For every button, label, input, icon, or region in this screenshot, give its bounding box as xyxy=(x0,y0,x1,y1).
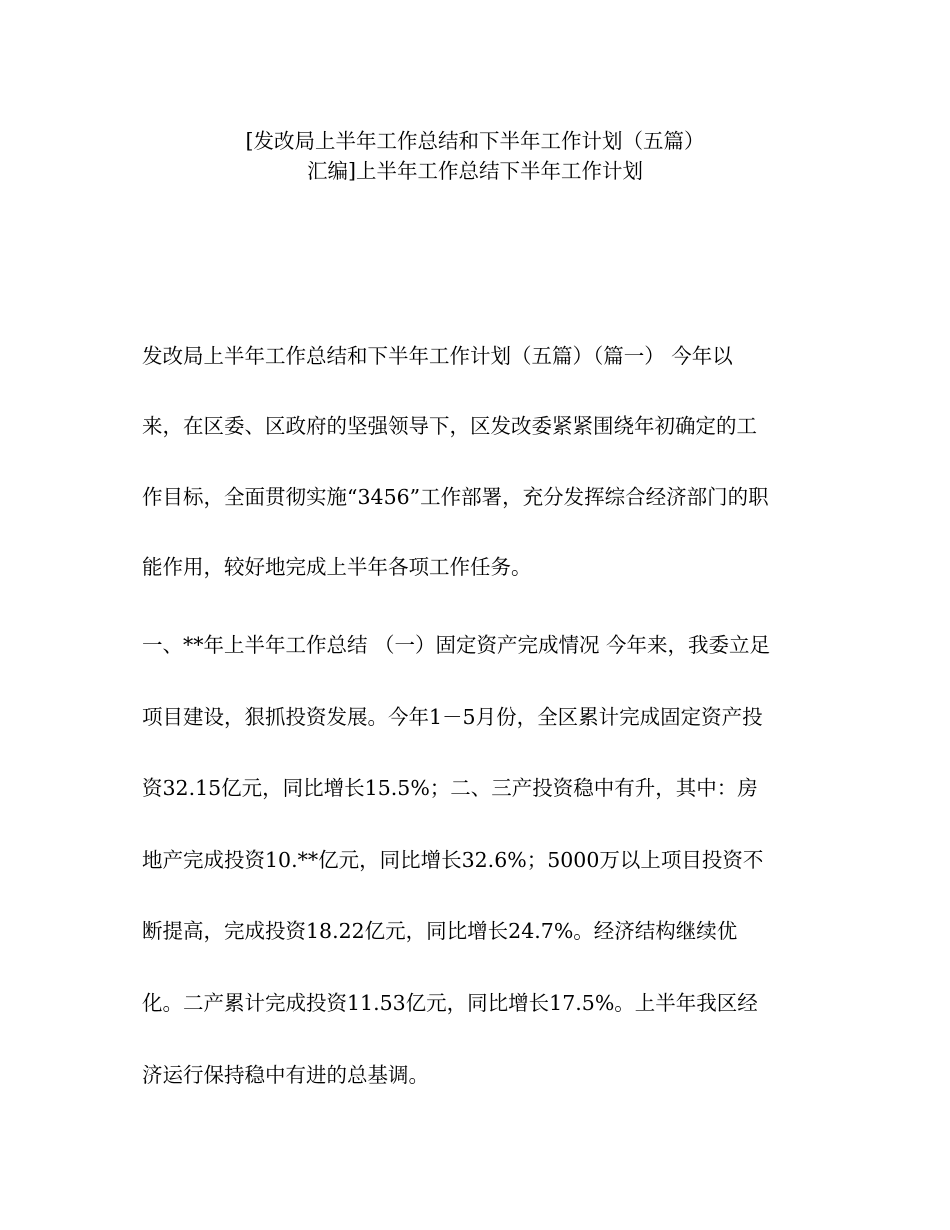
body-line-3: 作目标，全面贯彻实施“3456”工作部署，充分发挥综合经济部门的职 xyxy=(142,485,769,509)
document-title xyxy=(0,126,950,186)
title-line-2: 汇编]上半年工作总结下半年工作计划 xyxy=(307,159,643,183)
body-line-5: 一、**年上半年工作总结 （一）固定资产完成情况 今年来，我委立足 xyxy=(142,633,771,657)
title-line-1: [发改局上半年工作总结和下半年工作计划（五篇） xyxy=(245,129,705,153)
body-line-2: 来，在区委、区政府的坚强领导下，区发改委紧紧围绕年初确定的工 xyxy=(142,414,757,438)
body-line-9: 断提高，完成投资18.22亿元，同比增长24.7%。经济结构继续优 xyxy=(142,919,738,943)
body-line-7: 资32.15亿元，同比增长15.5%；二、三产投资稳中有升，其中：房 xyxy=(142,776,758,800)
body-line-4: 能作用，较好地完成上半年各项工作任务。 xyxy=(142,555,532,579)
body-line-11: 济运行保持稳中有进的总基调。 xyxy=(142,1063,429,1087)
body-line-6: 项目建设，狠抓投资发展。今年1－5月份，全区累计完成固定资产投 xyxy=(142,705,763,729)
body-line-1: 发改局上半年工作总结和下半年工作计划（五篇）（篇一） 今年以 xyxy=(142,344,733,368)
body-line-8: 地产完成投资10.**亿元，同比增长32.6%；5000万以上项目投资不 xyxy=(142,848,764,872)
body-line-10: 化。二产累计完成投资11.53亿元，同比增长17.5%。上半年我区经 xyxy=(142,991,758,1015)
